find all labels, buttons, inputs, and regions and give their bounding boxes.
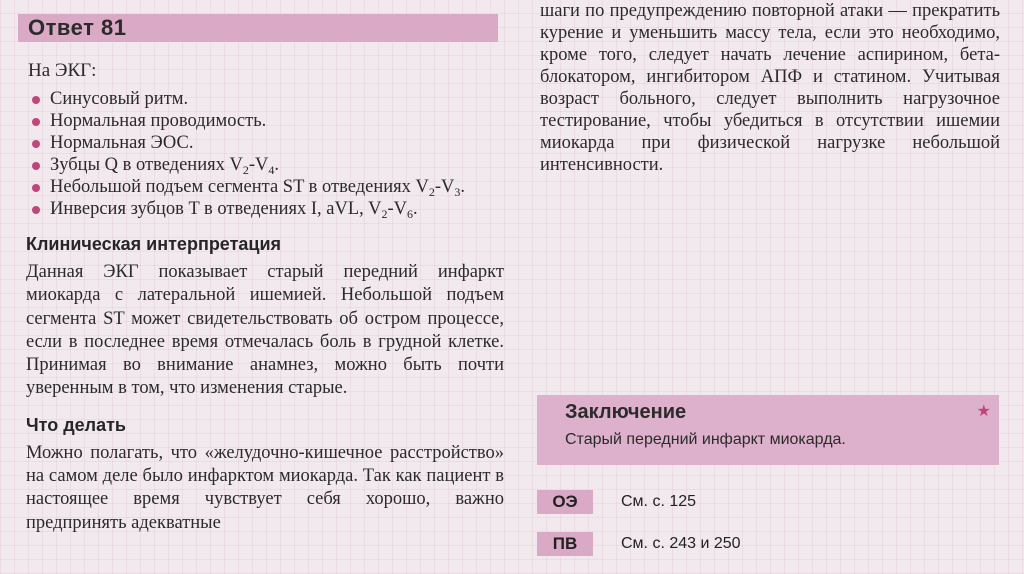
finding-text: Синусовый ритм. xyxy=(50,89,189,109)
finding-item xyxy=(32,198,504,220)
clinical-heading: Клиническая интерпретация xyxy=(26,234,282,254)
conclusion-title: Заключение xyxy=(565,401,687,423)
lead-subscript: 2 xyxy=(242,163,249,177)
reference-tag: ПВ xyxy=(537,532,593,556)
finding-text: Инверсия зубцов T в отведениях I, aVL, V xyxy=(50,199,382,219)
bullet-icon xyxy=(32,184,40,192)
lead-subscript: 6 xyxy=(406,207,413,221)
finding-text: Зубцы Q в отведениях V xyxy=(50,155,243,175)
ecg-intro: На ЭКГ: xyxy=(28,60,97,81)
finding-item xyxy=(32,110,504,132)
finding-text: Нормальная ЭОС. xyxy=(50,133,194,153)
todo-paragraph: Можно полагать, что «желудочно-кишечное расстройство» на самом деле было инфарктом миокарда. Так как пациент в настоящее время чувствует себя хорошо, важно предпринять адекватные xyxy=(26,442,504,533)
finding-text: . xyxy=(274,155,279,175)
bullet-icon xyxy=(32,118,40,126)
left-column xyxy=(24,60,504,535)
conclusion-text: Старый передний инфаркт миокарда. xyxy=(565,431,846,448)
reference-tag: ОЭ xyxy=(537,490,593,514)
clinical-paragraph: Данная ЭКГ показывает старый передний инфаркт миокарда с латеральной ишемией. Небольшой подъем сегмента ST может свидетельствовать об остром процессе, если в последнее время отмечалась боль в грудной клетке. Принимая во внимание анамнез, можно быть почти уверенным в том, что изменения старые. xyxy=(26,262,504,399)
reference-text: См. с. 125 xyxy=(621,493,697,510)
finding-text: . xyxy=(412,199,418,219)
finding-item xyxy=(32,176,504,198)
continuation-paragraph: шаги по предупреждению повторной атаки — прекратить курение и уменьшить массу тела, если это необходимо, кроме того, следует начать лечение аспирином, бета-блокатором, ингибитором АПФ и статином. Учитывая возраст больного, следует выполнить нагрузочное тестирование, чтобы убедиться в отсутствии ишемии миокарда при физической нагрузке небольшой интенсивности. xyxy=(540,1,1000,175)
ecg-findings-list xyxy=(24,88,504,220)
finding-text: -V xyxy=(248,155,269,175)
lead-subscript: 2 xyxy=(381,207,388,221)
finding-text: -V xyxy=(434,177,455,197)
finding-item xyxy=(32,154,504,176)
bullet-icon xyxy=(32,96,40,104)
finding-item xyxy=(32,132,504,154)
answer-title: Ответ 81 xyxy=(28,15,127,40)
conclusion-box xyxy=(537,395,999,465)
star-icon: ★ xyxy=(976,403,991,420)
reference-row xyxy=(537,489,696,515)
lead-subscript: 4 xyxy=(268,163,275,177)
reference-text: См. с. 243 и 250 xyxy=(621,535,741,552)
reference-row xyxy=(537,531,741,557)
lead-subscript: 3 xyxy=(454,185,461,199)
finding-text: -V xyxy=(387,199,407,219)
finding-item xyxy=(32,88,504,110)
bullet-icon xyxy=(32,206,40,214)
todo-heading: Что делать xyxy=(26,414,126,435)
lead-subscript: 2 xyxy=(428,185,435,199)
bullet-icon xyxy=(32,162,40,170)
answer-header-band xyxy=(18,14,498,42)
finding-text: Нормальная проводимость. xyxy=(50,111,267,131)
bullet-icon xyxy=(32,140,40,148)
finding-text: . xyxy=(460,177,466,197)
finding-text: Небольшой подъем сегмента ST в отведениях V xyxy=(50,177,429,197)
